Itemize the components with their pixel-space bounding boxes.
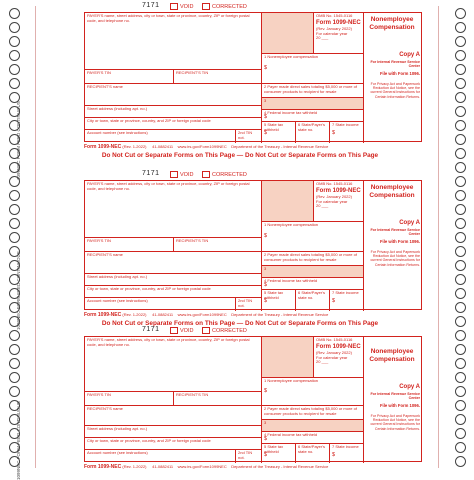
box6-field[interactable]: 6 State/Payer's state no. bbox=[295, 289, 329, 311]
corrected-checkbox[interactable]: CORRECTED bbox=[202, 3, 247, 10]
privacy-note: For Privacy Act and Paperwork Reduction Act Notice, see the current General Instructions for Certain Information Returns. bbox=[370, 414, 420, 431]
do-not-cut-banner: Do Not Cut or Separate Forms on This Page — Do Not Cut or Separate Forms on This Page bbox=[101, 320, 379, 327]
second-tin-field[interactable]: 2nd TIN not. bbox=[235, 129, 261, 143]
box4-field[interactable]: 4 Federal income tax withheld $ bbox=[261, 277, 363, 289]
file-with-note: File with Form 1096. bbox=[379, 403, 420, 408]
spine-text: 1099NEC FORM FEED CONTINUOUS 1099NEC FORM FEED CONTINUOUS 1099NEC FORM FEED CONTINUOUS bbox=[16, 101, 21, 480]
box7-field[interactable]: 7 State income $ bbox=[329, 443, 363, 463]
void-checkbox[interactable]: VOID bbox=[170, 3, 193, 10]
copy-a-label: Copy A bbox=[399, 384, 420, 390]
box1-field[interactable]: 1 Nonemployee compensation $ bbox=[261, 53, 363, 83]
city-field[interactable]: City or town, state or province, country, and ZIP or foreign postal code bbox=[85, 437, 261, 449]
footer: Form 1099-NEC (Rev. 1-2022) 41-0882411 www.irs.gov/Form1099NEC Department of the Treasury - Internal Revenue Service bbox=[84, 144, 329, 150]
payer-tin-field[interactable]: PAYER'S TIN bbox=[85, 237, 173, 251]
irs-center-note: For Internal Revenue Service Center bbox=[370, 60, 420, 69]
file-with-note: File with Form 1096. bbox=[379, 239, 420, 244]
recipient-tin-field[interactable]: RECIPIENT'S TIN bbox=[173, 69, 261, 83]
city-field[interactable]: City or town, state or province, country, and ZIP or foreign postal code bbox=[85, 117, 261, 129]
footer: Form 1099-NEC (Rev. 1-2022) 41-0882411 www.irs.gov/Form1099NEC Department of the Treasury - Internal Revenue Service bbox=[84, 464, 329, 470]
form-title: Nonemployee Compensation bbox=[369, 16, 415, 31]
recipient-name-field[interactable]: RECIPIENT'S name bbox=[85, 251, 261, 273]
void-checkbox[interactable]: VOID bbox=[170, 171, 193, 178]
tractor-feed-right bbox=[453, 8, 467, 466]
form-copy-2: 7171 VOID CORRECTED PAYER'S name, street address, city or town, state or province, country, ZIP or foreign postal code, and telephone no. OMB No. 1545-0116 Form 1099-NEC (Rev. January 2022) For calendar year 20 ___ PAYER'S TIN RECIPIENT'S TIN 1 Nonemployee compensation $ RECIPIENT'S name 2 Payer made direct sales totaling $5,000 or more of consumer products to recipient for resale Street address (including apt. no.) 3 4 Federal income tax withheld $ City or town, state or province, country, and ZIP or foreign postal code Account number (see instructions) 2nd TIN not. 5 State tax withheld $ 6 State/Payer's state no. 7 State income $ Nonemployee Compensation Copy A For Internal Revenue Service Center File with Form 1096. For Privacy Act and Paperwork Reduction Act Notice, see the current General Instructions for Certain Information Returns. Form 1099-NEC (Rev. 1-2022) 41-0882411 www.irs.gov/Form1099NEC Department of the Treasury - Internal Revenue Service bbox=[54, 170, 422, 320]
payer-name-field[interactable]: PAYER'S name, street address, city or town, state or province, country, ZIP or foreign postal code, and telephone no. bbox=[87, 13, 250, 23]
second-tin-field[interactable]: 2nd TIN not. bbox=[235, 449, 261, 463]
box1-field[interactable]: 1 Nonemployee compensation $ bbox=[261, 377, 363, 405]
payer-tin-field[interactable]: PAYER'S TIN bbox=[85, 69, 173, 83]
privacy-note: For Privacy Act and Paperwork Reduction Act Notice, see the current General Instructions for Certain Information Returns. bbox=[370, 250, 420, 267]
second-tin-field[interactable]: 2nd TIN not. bbox=[235, 297, 261, 311]
box3-field: 3 bbox=[261, 419, 363, 431]
recipient-tin-field[interactable]: RECIPIENT'S TIN bbox=[173, 391, 261, 405]
box4-field[interactable]: 4 Federal income tax withheld $ bbox=[261, 431, 363, 443]
copy-info-column bbox=[363, 13, 423, 143]
box7-field[interactable]: 7 State income $ bbox=[329, 121, 363, 143]
shaded-area bbox=[261, 13, 313, 53]
account-field[interactable]: Account number (see instructions) bbox=[85, 129, 235, 143]
privacy-note: For Privacy Act and Paperwork Reduction Act Notice, see the current General Instructions for Certain Information Returns. bbox=[370, 82, 420, 99]
payer-tin-field[interactable]: PAYER'S TIN bbox=[85, 391, 173, 405]
box2-field[interactable]: 2 Payer made direct sales totaling $5,000 or more of consumer products to recipient for resale bbox=[261, 83, 363, 97]
account-field[interactable]: Account number (see instructions) bbox=[85, 297, 235, 311]
street-field[interactable]: Street address (including apt. no.) bbox=[85, 425, 261, 437]
form-copy-1 bbox=[54, 2, 422, 152]
box5-field[interactable]: 5 State tax withheld $ bbox=[261, 443, 295, 463]
form-title: Nonemployee Compensation bbox=[369, 348, 415, 363]
box7-field[interactable]: 7 State income $ bbox=[329, 289, 363, 311]
copy-a-label: Copy A bbox=[399, 220, 420, 226]
corrected-checkbox[interactable]: CORRECTED bbox=[202, 327, 247, 334]
omb-block: OMB No. 1545-0116 Form 1099-NEC (Rev. January 2022) For calendar year 20 ___ bbox=[313, 181, 363, 221]
irs-center-note: For Internal Revenue Service Center bbox=[370, 228, 420, 237]
box2-field[interactable]: 2 Payer made direct sales totaling $5,000 or more of consumer products to recipient for resale bbox=[261, 251, 363, 265]
box6-field[interactable]: 6 State/Payer's state no. bbox=[295, 443, 329, 463]
footer: Form 1099-NEC (Rev. 1-2022) 41-0882411 www.irs.gov/Form1099NEC Department of the Treasury - Internal Revenue Service bbox=[84, 312, 329, 318]
box5-field[interactable]: 5 State tax withheld $ bbox=[261, 121, 295, 143]
box5-field[interactable]: 5 State tax withheld $ bbox=[261, 289, 295, 311]
box3-field: 3 bbox=[261, 97, 363, 109]
box6-field[interactable]: 6 State/Payer's state no. bbox=[295, 121, 329, 143]
street-field[interactable]: Street address (including apt. no.) bbox=[85, 105, 261, 117]
corrected-checkbox[interactable]: CORRECTED bbox=[202, 171, 247, 178]
irs-center-note: For Internal Revenue Service Center bbox=[370, 392, 420, 401]
box4-field[interactable]: 4 Federal income tax withheld $ bbox=[261, 109, 363, 121]
box1-field[interactable]: 1 Nonemployee compensation $ bbox=[261, 221, 363, 251]
file-with-note: File with Form 1096. bbox=[379, 71, 420, 76]
void-checkbox[interactable]: VOID bbox=[170, 327, 193, 334]
street-field[interactable]: Street address (including apt. no.) bbox=[85, 273, 261, 285]
payer-name-field[interactable]: PAYER'S name, street address, city or town, state or province, country, ZIP or foreign postal code, and telephone no. bbox=[87, 181, 250, 191]
account-field[interactable]: Account number (see instructions) bbox=[85, 449, 235, 463]
box2-field[interactable]: 2 Payer made direct sales totaling $5,000 or more of consumer products to recipient for resale bbox=[261, 405, 363, 419]
form-copy-3: 7171 VOID CORRECTED PAYER'S name, street address, city or town, state or province, country, ZIP or foreign postal code, and telephone no. OMB No. 1545-0116 Form 1099-NEC (Rev. January 2022) For calendar year 20 ___ PAYER'S TIN RECIPIENT'S TIN 1 Nonemployee compensation $ RECIPIENT'S name 2 Payer made direct sales totaling $5,000 or more of consumer products to recipient for resale Street address (including apt. no.) 3 4 Federal income tax withheld $ City or town, state or province, country, and ZIP or foreign postal code Account number (see instructions) 2nd TIN not. 5 State tax withheld $ 6 State/Payer's state no. 7 State income $ Nonemployee Compensation Copy A For Internal Revenue Service Center File with Form 1096. For Privacy Act and Paperwork Reduction Act Notice, see the current General Instructions for Certain Information Returns. Form 1099-NEC (Rev. 1-2022) 41-0882411 www.irs.gov/Form1099NEC Department of the Treasury - Internal Revenue Service bbox=[54, 318, 422, 468]
city-field[interactable]: City or town, state or province, country, and ZIP or foreign postal code bbox=[85, 285, 261, 297]
do-not-cut-banner: Do Not Cut or Separate Forms on This Page — Do Not Cut or Separate Forms on This Page bbox=[101, 152, 379, 159]
copy-info-column bbox=[363, 181, 423, 311]
form-code: 7171 bbox=[142, 2, 160, 9]
omb-block: OMB No. 1545-0116 Form 1099-NEC (Rev. January 2022) For calendar year 20 ___ bbox=[313, 13, 363, 53]
form-title: Nonemployee Compensation bbox=[369, 184, 415, 199]
recipient-tin-field[interactable]: RECIPIENT'S TIN bbox=[173, 237, 261, 251]
omb-block: OMB No. 1545-0116 Form 1099-NEC (Rev. January 2022) For calendar year 20 ___ bbox=[313, 337, 363, 377]
payer-name-field[interactable]: PAYER'S name, street address, city or town, state or province, country, ZIP or foreign postal code, and telephone no. bbox=[87, 337, 250, 347]
recipient-name-field[interactable]: RECIPIENT'S name bbox=[85, 405, 261, 425]
box3-field: 3 bbox=[261, 265, 363, 277]
shaded-area bbox=[261, 181, 313, 221]
recipient-name-field[interactable]: RECIPIENT'S name bbox=[85, 83, 261, 105]
copy-a-label: Copy A bbox=[399, 52, 420, 58]
shaded-area bbox=[261, 337, 313, 377]
